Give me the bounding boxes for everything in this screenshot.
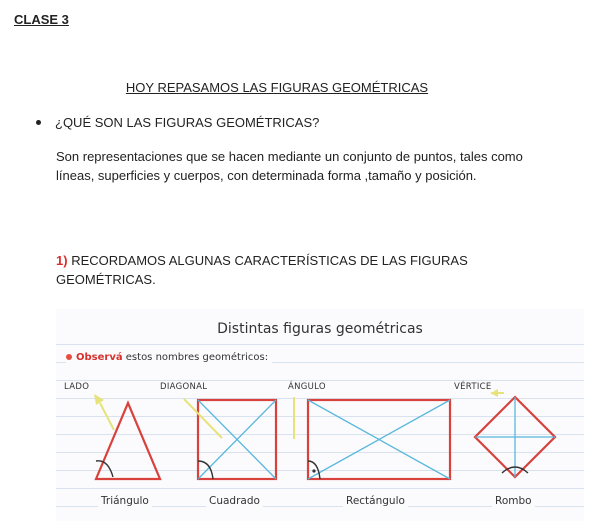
activity-number: 1) [56,253,68,268]
arrowhead-icon [94,394,104,405]
instruction-text: estos nombres geométricos: [125,352,269,363]
figure-title [56,321,584,337]
question-text: ¿QUÉ SON LAS FIGURAS GEOMÉTRICAS? [55,115,320,130]
bullet-icon [36,120,41,125]
shape-name-triangle: Triángulo [98,495,152,507]
figure-instruction [66,352,272,363]
triangle-shape [94,394,160,479]
rhombus-shape [475,389,555,477]
shapes-drawing [56,309,584,521]
definition-paragraph: Son representaciones que se hacen mediante un conjunto de puntos, tales como líneas, superficies y cuerpos, con determinada forma ,tamaño y posición. [56,149,523,183]
page-heading-text: HOY REPASAMOS LAS FIGURAS GEOMÉTRICAS [125,80,429,95]
bullet-icon [66,354,72,360]
side-pointer-arrow [100,403,114,430]
square-shape [184,399,276,479]
geometric-figures-image [56,309,584,521]
shape-name-rectangle: Rectángulo [343,495,408,507]
label-diagonal: DIAGONAL [160,382,208,392]
activity-text: RECORDAMOS ALGUNAS CARACTERÍSTICAS DE LAS FIGURAS GEOMÉTRICAS. [56,253,468,287]
page-heading [0,80,594,95]
class-title: CLASE 3 [14,12,69,27]
rectangle-shape [294,397,450,479]
label-lado: LADO [64,382,90,392]
figure-title-text: Distintas figuras geométricas [213,321,427,337]
label-vertice: VÉRTICE [454,382,492,392]
activity-instruction [56,251,556,289]
shape-name-square: Cuadrado [206,495,263,507]
instruction-bold: Observá [76,352,123,363]
question-item [36,115,319,130]
label-angulo: ÁNGULO [288,382,326,392]
shape-name-rhombus: Rombo [492,495,535,507]
